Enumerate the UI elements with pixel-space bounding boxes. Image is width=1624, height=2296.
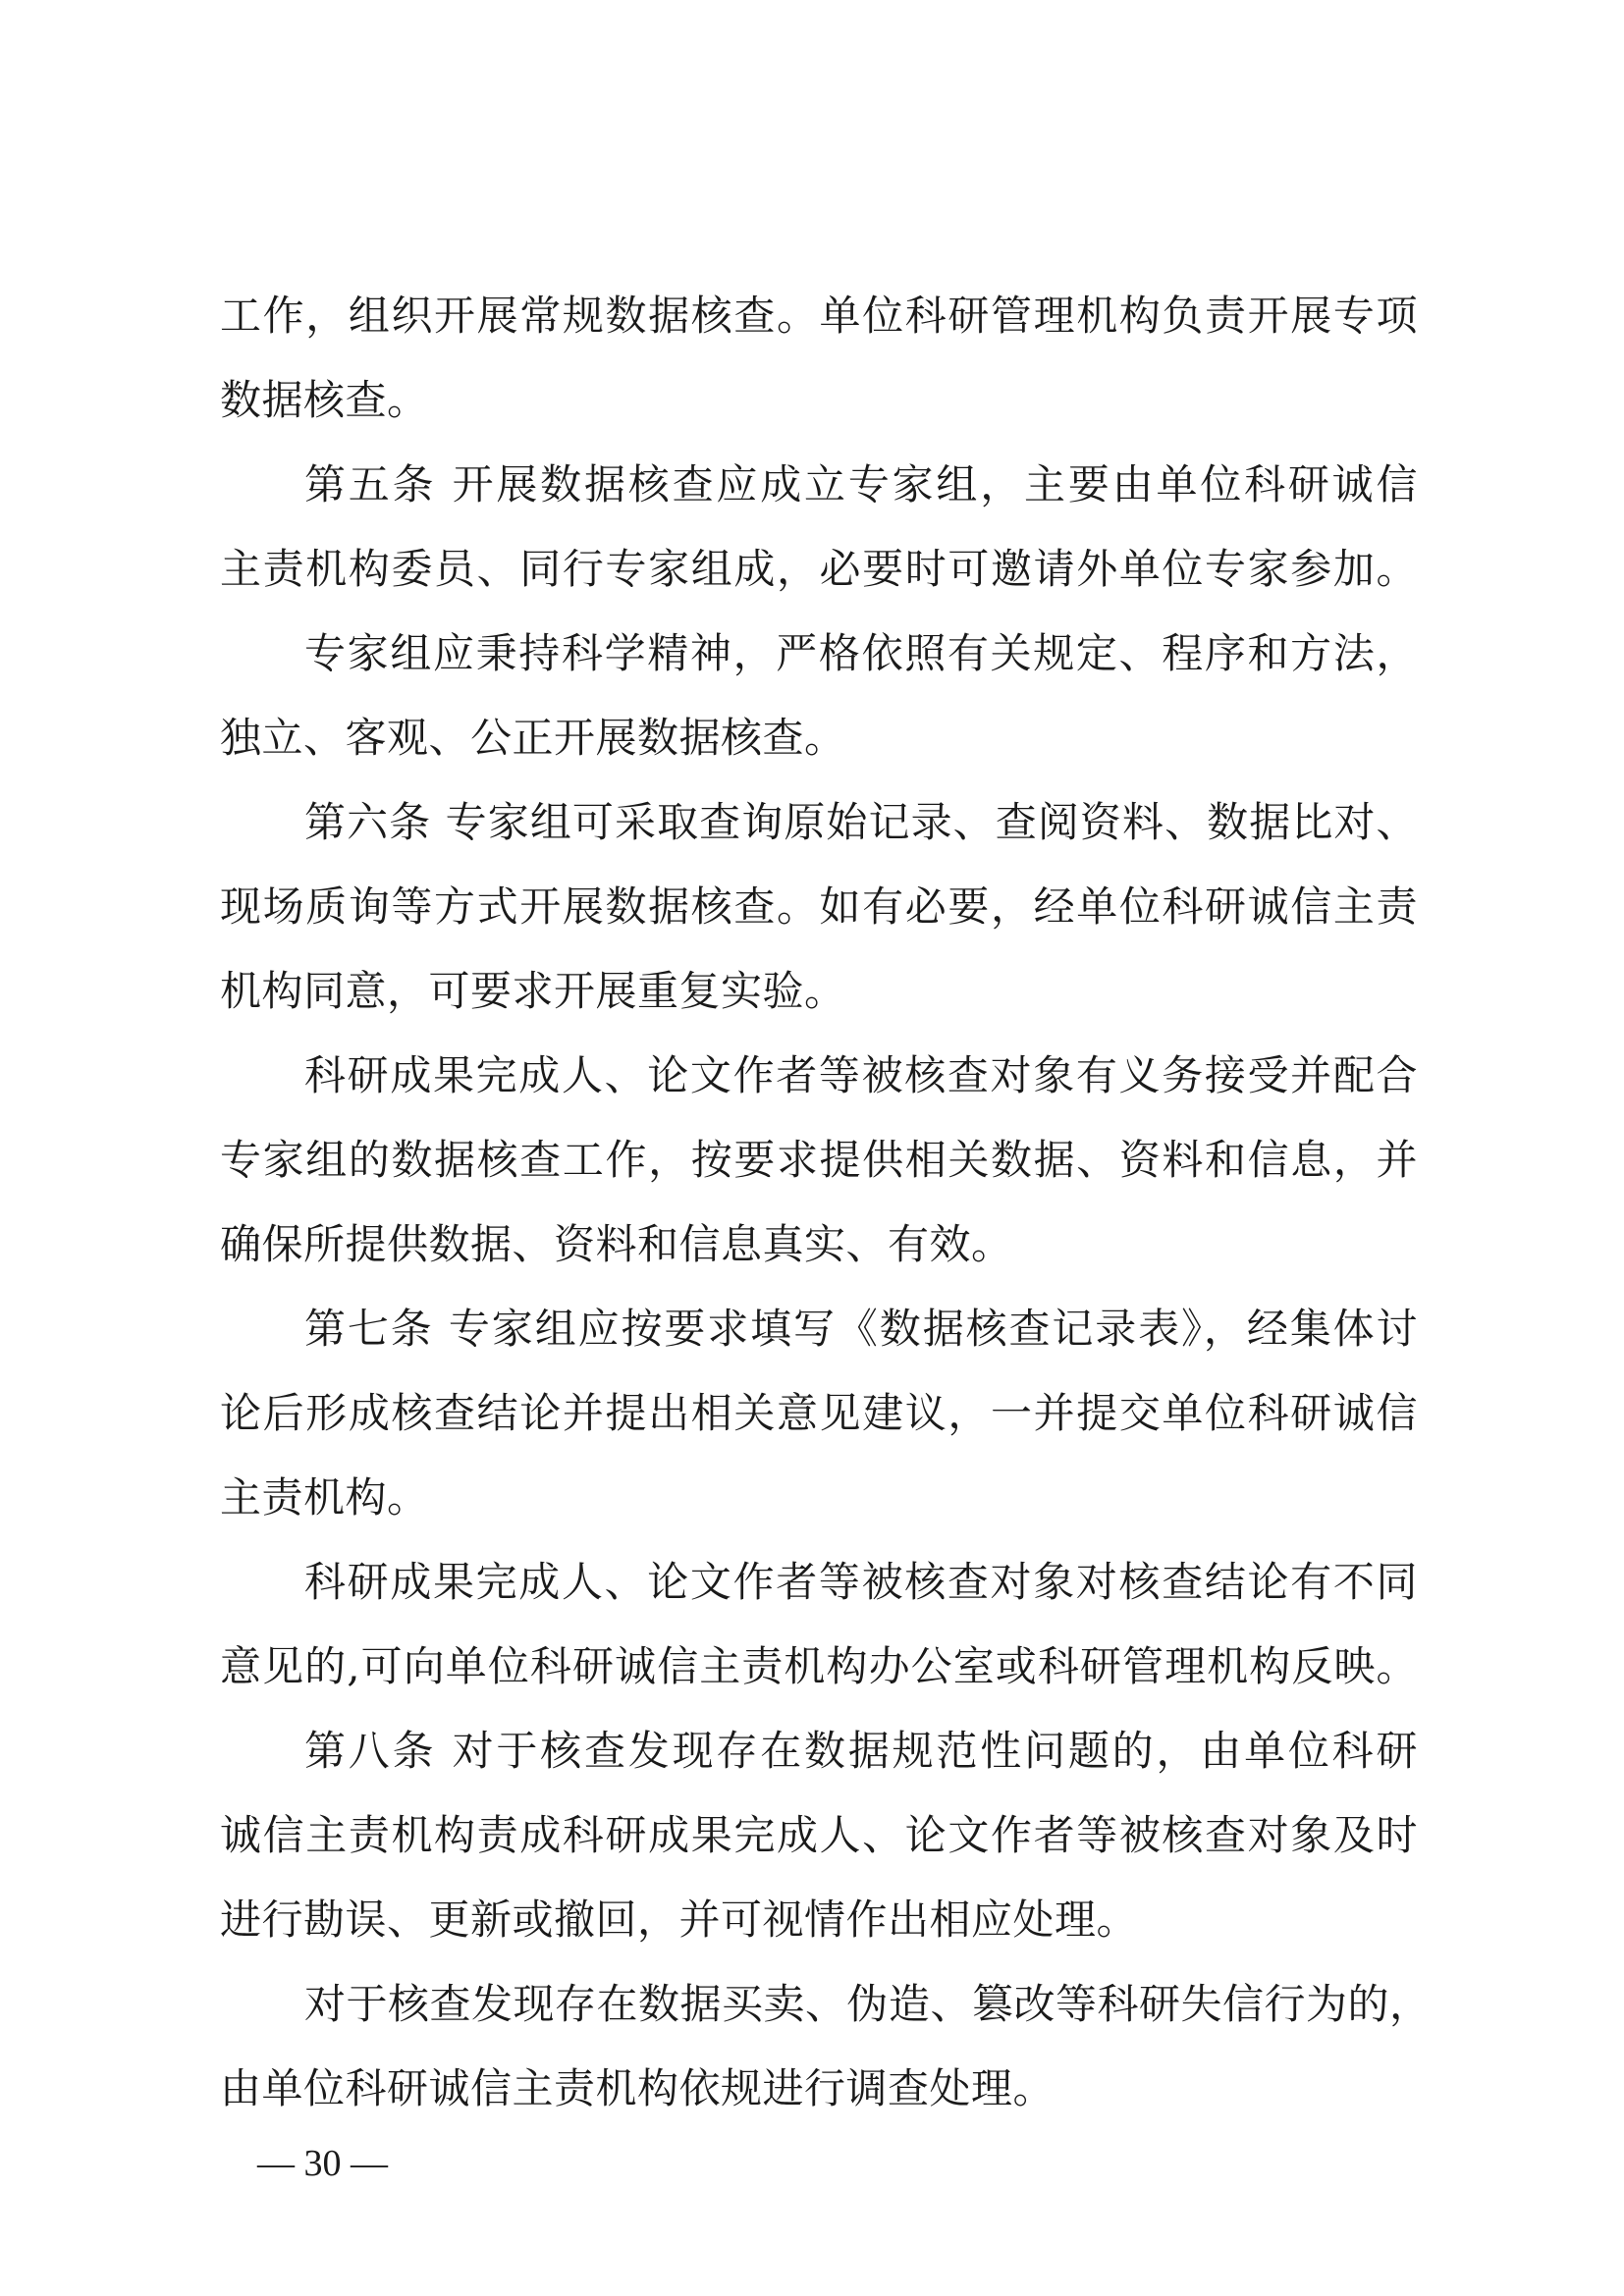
article-6-heading-line: 第六条 专家组可采取查询原始记录、查阅资料、数据比对、 bbox=[304, 798, 1418, 846]
text-line: 进行勘误、更新或撤回，并可视情作出相应处理。 bbox=[220, 1896, 1139, 1944]
text-line: 主责机构委员、同行专家组成，必要时可邀请外单位专家参加。 bbox=[220, 545, 1418, 593]
article-8-heading-line: 第八条 对于核查发现存在数据规范性问题的，由单位科研 bbox=[304, 1727, 1418, 1775]
text-line: 工作，组织开展常规数据核查。单位科研管理机构负责开展专项 bbox=[220, 292, 1418, 340]
text-line: 独立、客观、公正开展数据核查。 bbox=[220, 714, 846, 762]
text-line: 数据核查。 bbox=[220, 376, 429, 424]
text-line: 现场质询等方式开展数据核查。如有必要，经单位科研诚信主责 bbox=[220, 882, 1418, 931]
text-line: 科研成果完成人、论文作者等被核查对象对核查结论有不同 bbox=[304, 1558, 1418, 1606]
page-number: — 30 — bbox=[257, 2143, 388, 2184]
text-line: 专家组应秉持科学精神，严格依照有关规定、程序和方法， bbox=[304, 629, 1418, 677]
text-line: 由单位科研诚信主责机构依规进行调查处理。 bbox=[220, 2064, 1056, 2112]
text-line: 意见的,可向单位科研诚信主责机构办公室或科研管理机构反映。 bbox=[220, 1642, 1418, 1690]
text-line: 诚信主责机构责成科研成果完成人、论文作者等被核查对象及时 bbox=[220, 1811, 1418, 1859]
text-line: 科研成果完成人、论文作者等被核查对象有义务接受并配合 bbox=[304, 1051, 1418, 1099]
text-line: 专家组的数据核查工作，按要求提供相关数据、资料和信息，并 bbox=[220, 1136, 1418, 1184]
text-line: 对于核查发现存在数据买卖、伪造、篡改等科研失信行为的， bbox=[304, 1980, 1432, 2028]
text-line: 确保所提供数据、资料和信息真实、有效。 bbox=[220, 1220, 1013, 1268]
article-7-heading-line: 第七条 专家组应按要求填写《数据核查记录表》，经集体讨 bbox=[304, 1305, 1418, 1353]
text-line: 论后形成核查结论并提出相关意见建议，一并提交单位科研诚信 bbox=[220, 1389, 1418, 1437]
text-line: 机构同意，可要求开展重复实验。 bbox=[220, 967, 846, 1015]
text-line: 主责机构。 bbox=[220, 1473, 429, 1522]
article-5-heading-line: 第五条 开展数据核查应成立专家组，主要由单位科研诚信 bbox=[304, 460, 1418, 508]
